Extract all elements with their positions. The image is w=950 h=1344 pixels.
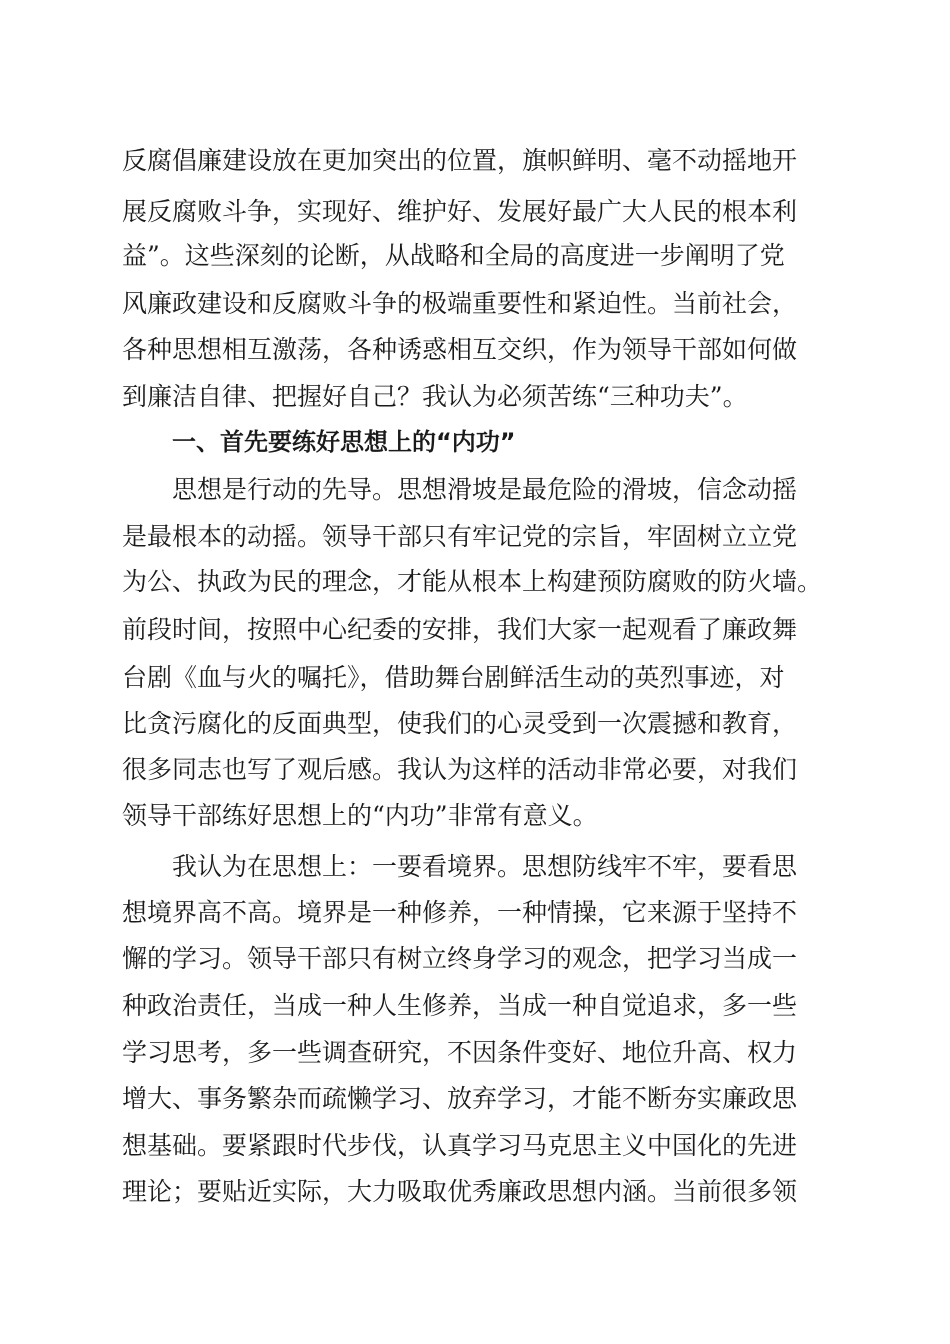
text-line: 增大、事务繁杂而疏懒学习、放弃学习，才能不断夯实廉政思 [122,1084,798,1113]
text-line: 很多同志也写了观后感。我认为这样的活动非常必要，对我们 [122,755,798,784]
text-line: 益”。这些深刻的论断，从战略和全局的高度进一步阐明了党 [122,241,785,270]
text-line: 反腐倡廉建设放在更加突出的位置，旗帜鲜明、毫不动摇地开 [122,146,798,175]
text-line: 思想是行动的先导。思想滑坡是最危险的滑坡，信念动摇 [172,475,798,504]
text-line: 台剧《血与火的嘱托》，借助舞台剧鲜活生动的英烈事迹，对 [122,663,785,692]
text-line: 学习思考，多一些调查研究，不因条件变好、地位升高、权力 [122,1038,798,1067]
text-line: 种政治责任，当成一种人生修养，当成一种自觉追求，多一些 [122,991,798,1020]
text-line: 到廉洁自律、把握好自己？我认为必须苦练“三种功夫”。 [122,382,748,411]
text-line: 展反腐败斗争，实现好、维护好、发展好最广大人民的根本利 [122,197,798,226]
text-line: 我认为在思想上：一要看境界。思想防线牢不牢，要看思 [172,852,798,881]
text-line: 前段时间，按照中心纪委的安排，我们大家一起观看了廉政舞 [122,615,798,644]
text-line: 想境界高不高。境界是一种修养，一种情操，它来源于坚持不 [122,898,798,927]
text-line: 懈的学习。领导干部只有树立终身学习的观念，把学习当成一 [122,944,798,973]
text-line: 想基础。要紧跟时代步伐，认真学习马克思主义中国化的先进 [122,1131,798,1160]
text-line: 为公、执政为民的理念，才能从根本上构建预防腐败的防火墙。 [122,567,823,596]
text-line: 各种思想相互激荡，各种诱惑相互交织，作为领导干部如何做 [122,335,798,364]
text-line: 风廉政建设和反腐败斗争的极端重要性和紧迫性。当前社会， [122,289,798,318]
text-line: 是最根本的动摇。领导干部只有牢记党的宗旨，牢固树立立党 [122,522,798,551]
text-line: 比贪污腐化的反面典型，使我们的心灵受到一次震撼和教育， [122,709,798,738]
text-line: 领导干部练好思想上的“内功”非常有意义。 [122,801,598,830]
text-line: 理论；要贴近实际，大力吸取优秀廉政思想内涵。当前很多领 [122,1177,798,1206]
section-heading: 一、首先要练好思想上的“内功” [172,428,516,456]
